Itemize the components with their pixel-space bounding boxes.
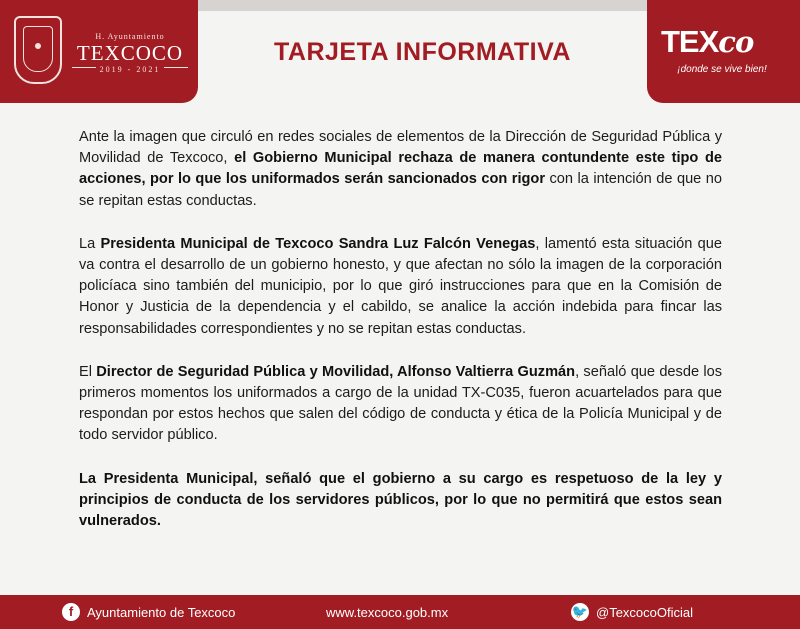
text-run: La [79,235,101,252]
bold-text: La Presidenta Municipal, señaló que el gobierno a su cargo es respetuoso de la ley y principios de conducta de los servidores públicos, por lo que no permitirá que estos sean vulnerados. [79,470,722,530]
text-run: , lamentó esta situación que va contra el desarrollo de un gobierno honesto, y que afectan no sólo la imagen de la corporación policíaca sino también del municipio, por lo que giró instrucciones para que en la Comisión de Honor y Justicia de la dependencia y el cabildo, se analice la acción indebida para fincar las responsabilidades correspondientes y no se repitan estas conductas. [79,235,722,337]
twitter-link[interactable] [571,603,693,621]
bold-text: Presidenta Municipal de Texcoco Sandra Luz Falcón Venegas [100,235,536,252]
bold-text: Director de Seguridad Pública y Movilidad, Alfonso Valtierra Guzmán [96,363,576,380]
logo-script: co [718,25,754,59]
ayuntamiento-label: H. Ayuntamiento [95,32,165,41]
facebook-label: Ayuntamiento de Texcoco [87,604,236,620]
text-run: , señaló que desde los primeros momentos los uniformados a cargo de la unidad TX-C035, fueron acuartelados para que respondan por estos hechos que salen del código de conducta y ética de la Policía Municipal y de todo servidor público. [79,363,723,444]
facebook-icon: f [62,603,80,621]
top-bar [198,0,647,11]
facebook-link[interactable] [62,603,235,621]
ayuntamiento-name: TEXCOCO [76,41,184,65]
paragraph [79,469,722,533]
text-run: con la intención de que no se repitan estas conductas. [79,171,723,209]
twitter-label: @TexcocoOficial [596,604,694,620]
crest-inner [23,26,53,72]
tagline: ¡donde se vive bien! [677,64,767,75]
ayuntamiento-brand [0,0,198,103]
ayuntamiento-years: 2019 - 2021 [99,65,161,74]
bold-text: el Gobierno Municipal rechaza de manera contundente este tipo de acciones, por lo que los uniformados serán sancionados con rigor [79,150,722,188]
crest-icon [14,16,62,84]
text-run: El [79,363,97,380]
website-link[interactable]: www.texcoco.gob.mx [326,605,449,620]
footer [0,595,800,629]
texco-logo [661,24,781,60]
crest-dot [35,43,41,49]
paragraph [79,362,722,447]
document-body [79,127,722,554]
header [0,0,800,105]
paragraph [79,234,722,340]
texco-brand [647,0,800,103]
twitter-icon: 🐦 [571,604,589,619]
paragraph [79,127,722,212]
page-title: TARJETA INFORMATIVA [274,38,571,66]
logo-tex: TEX [661,24,719,59]
text-run: Ante la imagen que circuló en redes sociales de elementos de la Dirección de Seguridad Pública y Movilidad de Texcoco, [79,129,722,167]
